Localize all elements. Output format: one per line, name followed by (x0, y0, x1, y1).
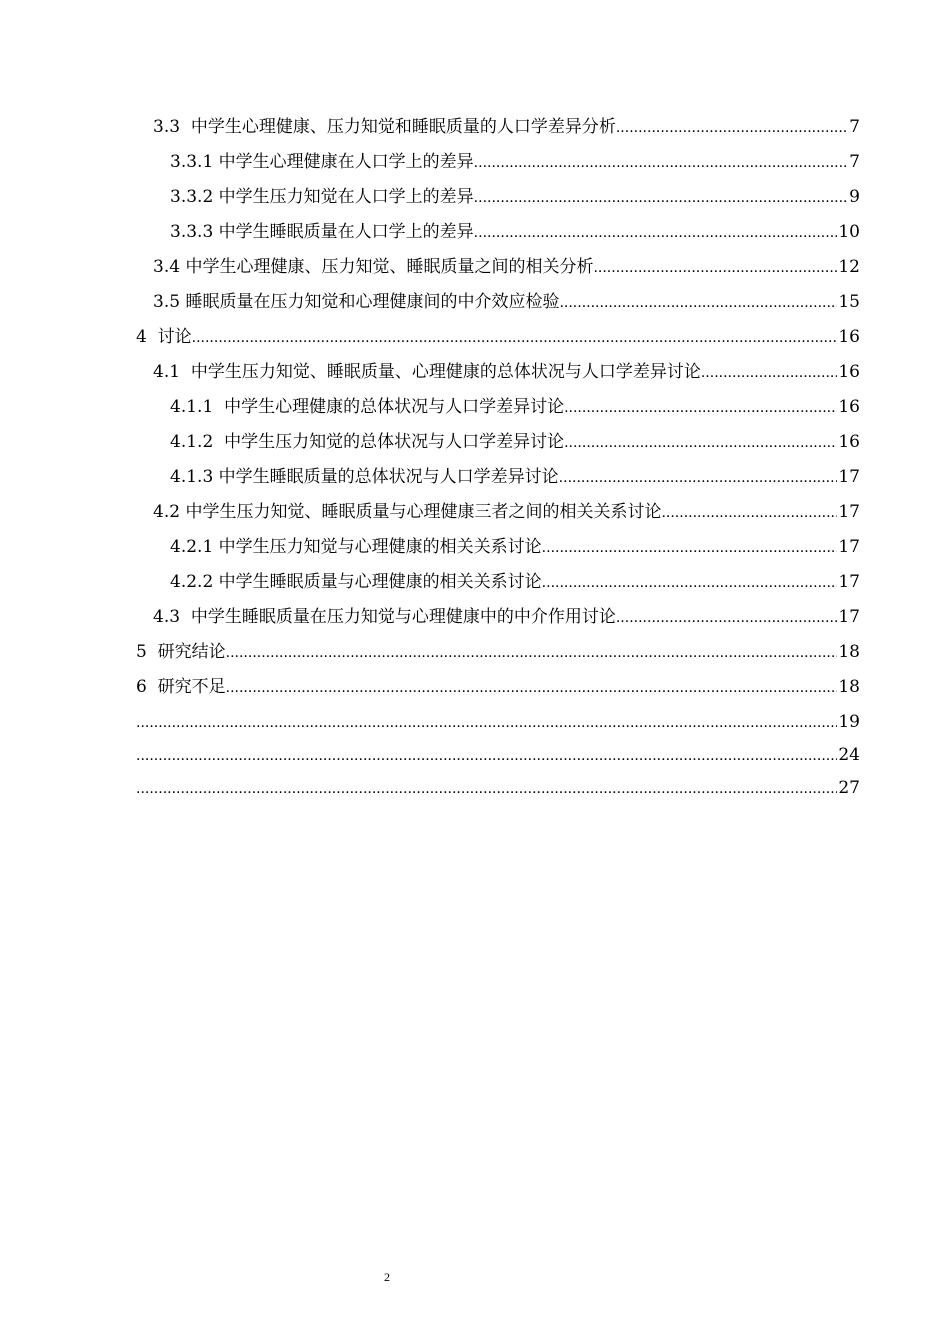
toc-entry-4-2[interactable] (136, 499, 860, 534)
toc-entry-title: 中学生压力知觉的总体状况与人口学差异讨论 (224, 432, 565, 452)
toc-dot-leader (564, 395, 837, 421)
toc-dot-leader (559, 465, 838, 491)
toc-entry-page: 19 (838, 712, 860, 732)
toc-entry-number: 4.2.1 (170, 537, 219, 557)
toc-dot-leader (192, 325, 838, 351)
toc-entry-3-3-3[interactable] (136, 219, 860, 254)
toc-entry-3-4[interactable] (136, 254, 860, 289)
toc-dot-leader (559, 290, 837, 316)
toc-entry-page: 16 (838, 397, 860, 417)
toc-entry-title: 中学生压力知觉与心理健康的相关关系讨论 (218, 537, 542, 557)
toc-entry-title: 中学生心理健康的总体状况与人口学差异讨论 (224, 397, 565, 417)
toc-dot-leader (474, 185, 849, 211)
toc-entry-title: 中学生压力知觉在人口学上的差异 (218, 187, 474, 207)
toc-entry-untitled-1[interactable] (136, 709, 860, 742)
toc-entry-untitled-2[interactable] (136, 742, 860, 775)
toc-entry-title: 中学生睡眠质量在压力知觉与心理健康中的中介作用讨论 (190, 607, 616, 627)
toc-entry-page: 16 (838, 327, 860, 347)
toc-entry-page: 24 (838, 745, 860, 765)
toc-entry-title: 中学生心理健康、压力知觉、睡眠质量之间的相关分析 (185, 257, 594, 277)
toc-entry-number: 4.1.1 (170, 397, 225, 417)
toc-entry-title: 中学生睡眠质量的总体状况与人口学差异讨论 (218, 467, 559, 487)
toc-entry-page: 16 (838, 432, 860, 452)
toc-entry-page: 10 (838, 222, 860, 242)
toc-entry-title: 中学生压力知觉、睡眠质量与心理健康三者之间的相关关系讨论 (185, 502, 662, 522)
toc-dot-leader (136, 743, 837, 769)
toc-entry-4-1-3[interactable] (136, 464, 860, 499)
toc-dot-leader (593, 255, 837, 281)
toc-entry-page: 18 (838, 642, 860, 662)
toc-entry-4-1-1[interactable] (136, 394, 860, 429)
toc-entry-title: 中学生心理健康、压力知觉和睡眠质量的人口学差异分析 (190, 117, 616, 137)
toc-entry-number: 4.3 (153, 607, 191, 627)
toc-entry-3-3[interactable] (136, 114, 860, 149)
toc-entry-page: 17 (838, 537, 860, 557)
toc-dot-leader (616, 605, 838, 631)
toc-entry-number: 4.1 (153, 362, 191, 382)
toc-entry-number: 4.1.3 (170, 467, 219, 487)
toc-entry-number: 3.3.2 (170, 187, 219, 207)
toc-entry-6[interactable] (136, 674, 860, 709)
toc-entry-3-3-1[interactable] (136, 149, 860, 184)
toc-entry-3-5[interactable] (136, 289, 860, 324)
toc-entry-title: 中学生压力知觉、睡眠质量、心理健康的总体状况与人口学差异讨论 (190, 362, 701, 382)
toc-entry-untitled-3[interactable] (136, 775, 860, 808)
toc-entry-page: 15 (838, 292, 860, 312)
toc-dot-leader (542, 570, 838, 596)
toc-dot-leader (701, 360, 838, 386)
toc-entry-page: 18 (838, 677, 860, 697)
toc-entry-3-3-2[interactable] (136, 184, 860, 219)
toc-dot-leader (226, 640, 838, 666)
toc-entry-page: 17 (838, 607, 860, 627)
toc-entry-5[interactable] (136, 639, 860, 674)
toc-dot-leader (616, 115, 848, 141)
toc-entry-4-1-2[interactable] (136, 429, 860, 464)
toc-entry-number: 4 (136, 327, 158, 347)
toc-entry-number: 4.1.2 (170, 432, 225, 452)
toc-entry-4-3[interactable] (136, 604, 860, 639)
toc-entry-page: 12 (838, 257, 860, 277)
toc-entry-number: 3.3.3 (170, 222, 219, 242)
toc-entry-number: 6 (136, 677, 158, 697)
toc-entry-number: 3.5 (153, 292, 186, 312)
toc-entry-title: 研究结论 (157, 642, 226, 662)
toc-entry-4-2-2[interactable] (136, 569, 860, 604)
toc-dot-leader (474, 150, 849, 176)
toc-dot-leader (474, 220, 838, 246)
toc-entry-page: 7 (849, 152, 860, 172)
toc-entry-page: 27 (838, 778, 860, 798)
toc-entry-4[interactable] (136, 324, 860, 359)
toc-entry-page: 17 (838, 572, 860, 592)
table-of-contents (136, 114, 860, 808)
toc-entry-number: 3.3.1 (170, 152, 219, 172)
toc-entry-number: 3.4 (153, 257, 186, 277)
toc-entry-4-1[interactable] (136, 359, 860, 394)
toc-entry-title: 研究不足 (157, 677, 226, 697)
toc-entry-page: 17 (838, 467, 860, 487)
toc-dot-leader (564, 430, 837, 456)
toc-dot-leader (136, 710, 837, 736)
toc-entry-page: 17 (838, 502, 860, 522)
toc-dot-leader (226, 675, 838, 701)
toc-dot-leader (661, 500, 837, 526)
toc-entry-number: 4.2.2 (170, 572, 219, 592)
toc-entry-page: 9 (849, 187, 860, 207)
toc-entry-number: 4.2 (153, 502, 186, 522)
toc-entry-title: 中学生睡眠质量与心理健康的相关关系讨论 (218, 572, 542, 592)
toc-entry-number: 5 (136, 642, 158, 662)
toc-entry-title: 中学生心理健康在人口学上的差异 (218, 152, 474, 172)
toc-entry-title: 中学生睡眠质量在人口学上的差异 (218, 222, 474, 242)
toc-entry-title: 讨论 (157, 327, 192, 347)
toc-entry-title: 睡眠质量在压力知觉和心理健康间的中介效应检验 (185, 292, 560, 312)
page-number: 2 (384, 1270, 390, 1284)
toc-dot-leader (542, 535, 838, 561)
toc-entry-page: 7 (849, 117, 860, 137)
toc-entry-number: 3.3 (153, 117, 191, 137)
toc-entry-page: 16 (838, 362, 860, 382)
toc-entry-4-2-1[interactable] (136, 534, 860, 569)
toc-dot-leader (136, 776, 837, 802)
